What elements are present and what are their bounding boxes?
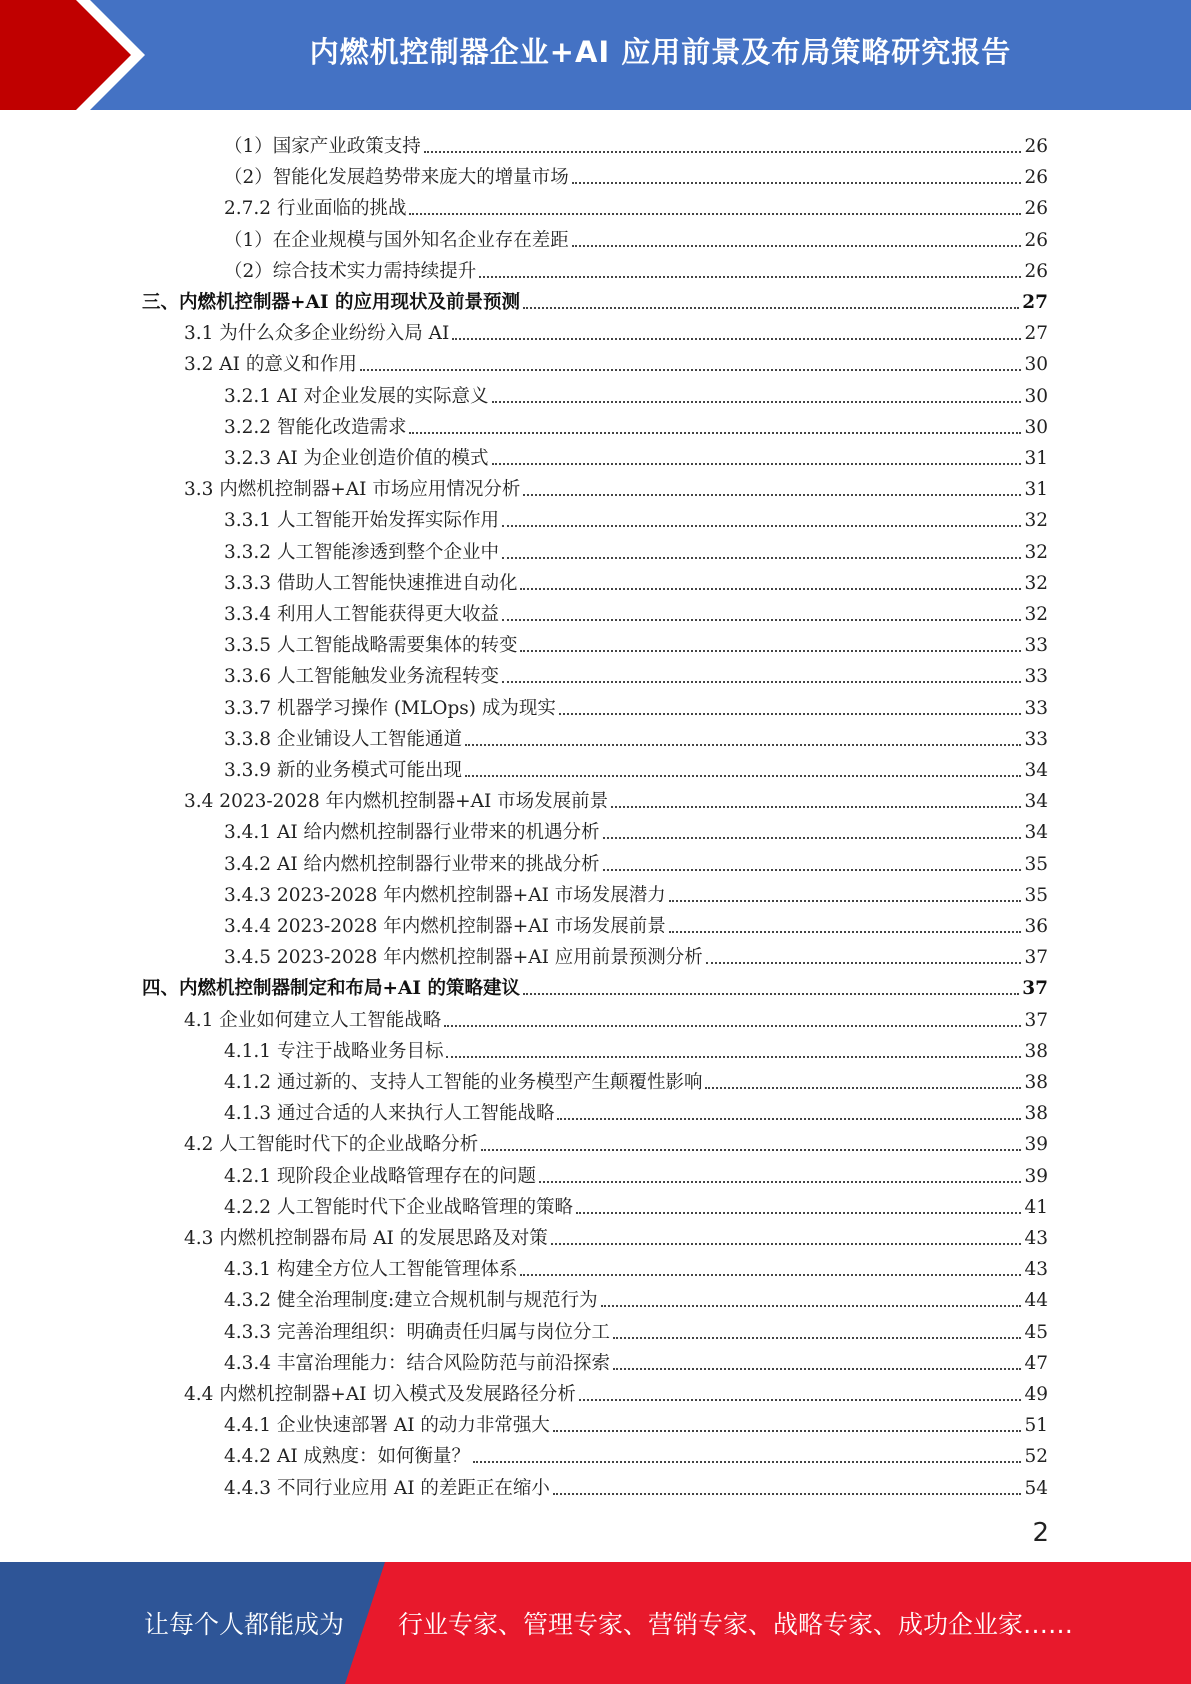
toc-entry[interactable] — [224, 1437, 1048, 1468]
toc-entry[interactable] — [224, 626, 1048, 657]
toc-entry-page: 31 — [1024, 479, 1048, 501]
toc-dot-leader — [520, 588, 1021, 590]
toc-entry-label: 4.1.3 通过合适的人来执行人工智能战略 — [224, 1103, 555, 1125]
toc-dot-leader — [669, 931, 1022, 933]
toc-entry-page: 36 — [1024, 916, 1048, 937]
toc-dot-leader — [572, 182, 1022, 184]
toc-dot-leader — [572, 245, 1022, 247]
toc-entry-label: 4.1 企业如何建立人工智能战略 — [184, 1009, 442, 1031]
toc-entry-page: 34 — [1024, 822, 1048, 844]
toc-entry[interactable] — [224, 127, 1048, 158]
toc-entry-label: 3.3.3 借助人工智能快速推进自动化 — [224, 572, 518, 594]
toc-entry[interactable] — [224, 439, 1048, 470]
toc-dot-leader — [409, 432, 1021, 434]
toc-entry-label: 4.2.1 现阶段企业战略管理存在的问题 — [224, 1165, 536, 1187]
toc-dot-leader — [669, 900, 1022, 902]
toc-entry[interactable] — [224, 1469, 1048, 1500]
toc-entry-label: 4.2 人工智能时代下的企业战略分析 — [184, 1134, 479, 1156]
toc-entry-label: 3.3.5 人工智能战略需要集体的转变 — [224, 635, 518, 657]
toc-dot-leader — [603, 837, 1022, 839]
toc-dot-leader — [579, 1399, 1022, 1401]
toc-entry-page: 34 — [1024, 760, 1048, 781]
toc-dot-leader — [479, 276, 1021, 278]
report-title: 内燃机控制器企业+AI 应用前景及布局策略研究报告 — [309, 34, 1012, 69]
toc-entry-label: 3.4.2 AI 给内燃机控制器行业带来的挑战分析 — [224, 853, 600, 875]
toc-entry[interactable] — [142, 283, 1048, 314]
toc-dot-leader — [613, 1337, 1021, 1339]
toc-entry-page: 33 — [1024, 697, 1048, 719]
toc-dot-leader — [601, 1305, 1022, 1307]
toc-entry-label: 4.4.1 企业快速部署 AI 的动力非常强大 — [224, 1415, 550, 1437]
toc-dot-leader — [473, 1461, 1021, 1463]
toc-entry-label: （1）国家产业政策支持 — [224, 136, 421, 157]
toc-entry-page: 27 — [1022, 292, 1048, 313]
toc-entry-label: （2）智能化发展趋势带来庞大的增量市场 — [224, 167, 569, 189]
toc-entry-page: 54 — [1024, 1477, 1048, 1499]
toc-entry-label: 3.2 AI 的意义和作用 — [184, 354, 357, 376]
toc-entry[interactable] — [224, 1406, 1048, 1437]
toc-entry-label: 4.1.2 通过新的、支持人工智能的业务模型产生颠覆性影响 — [224, 1072, 703, 1093]
toc-entry[interactable] — [184, 470, 1048, 501]
toc-entry[interactable] — [224, 689, 1048, 720]
toc-dot-leader — [603, 869, 1022, 871]
toc-entry-label: 3.3 内燃机控制器+AI 市场应用情况分析 — [184, 479, 521, 501]
toc-entry[interactable] — [224, 408, 1048, 439]
toc-entry[interactable] — [224, 189, 1048, 220]
toc-entry-label: 3.4.4 2023-2028 年内燃机控制器+AI 市场发展前景 — [224, 916, 666, 937]
toc-entry-label: 4.3 内燃机控制器布局 AI 的发展思路及对策 — [184, 1228, 548, 1249]
toc-entry-label: 3.3.6 人工智能触发业务流程转变 — [224, 666, 499, 688]
toc-entry-page: 39 — [1024, 1165, 1048, 1187]
toc-dot-leader — [613, 1368, 1021, 1370]
footer-slogan-right: 行业专家、管理专家、营销专家、战略专家、成功企业家…… — [398, 1610, 1074, 1639]
toc-entry[interactable] — [224, 720, 1048, 751]
toc-entry-page: 33 — [1024, 666, 1048, 688]
toc-entry[interactable] — [184, 314, 1048, 345]
toc-entry-label: 3.4.3 2023-2028 年内燃机控制器+AI 市场发展潜力 — [224, 884, 666, 906]
toc-dot-leader — [465, 775, 1021, 777]
toc-dot-leader — [559, 713, 1022, 715]
page-number: 2 — [1032, 1518, 1049, 1548]
toc-entry-label: 3.2.2 智能化改造需求 — [224, 416, 407, 438]
toc-dot-leader — [492, 463, 1022, 465]
toc-entry[interactable] — [184, 1219, 1048, 1250]
toc-dot-leader — [705, 1087, 1021, 1089]
toc-entry[interactable] — [224, 1344, 1048, 1375]
toc-dot-leader — [360, 369, 1022, 371]
toc-entry-label: 三、内燃机控制器+AI 的应用现状及前景预测 — [142, 292, 520, 313]
toc-entry[interactable] — [224, 501, 1048, 532]
toc-entry-page: 45 — [1024, 1321, 1048, 1343]
toc-entry[interactable] — [224, 1313, 1048, 1344]
toc-entry-page: 27 — [1024, 323, 1048, 345]
toc-dot-leader — [502, 681, 1021, 683]
toc-entry[interactable] — [224, 876, 1048, 907]
toc-dot-leader — [523, 307, 1019, 309]
toc-entry-page: 38 — [1024, 1103, 1048, 1125]
toc-dot-leader — [551, 1243, 1022, 1245]
toc-entry-page: 26 — [1024, 260, 1048, 282]
toc-dot-leader — [409, 213, 1021, 215]
toc-dot-leader — [523, 993, 1019, 995]
toc-entry-label: 4.3.1 构建全方位人工智能管理体系 — [224, 1259, 518, 1281]
toc-entry-page: 30 — [1024, 416, 1048, 438]
toc-entry[interactable] — [142, 969, 1048, 1000]
toc-dot-leader — [576, 1212, 1021, 1214]
toc-dot-leader — [452, 338, 1021, 340]
toc-entry-label: 3.3.1 人工智能开始发挥实际作用 — [224, 510, 499, 532]
toc-entry[interactable] — [184, 1125, 1048, 1156]
toc-entry-label: 3.3.9 新的业务模式可能出现 — [224, 760, 462, 781]
toc-dot-leader — [706, 962, 1022, 964]
toc-entry[interactable] — [224, 221, 1048, 252]
toc-dot-leader — [557, 1118, 1021, 1120]
toc-entry-page: 37 — [1024, 1009, 1048, 1031]
toc-entry-page: 33 — [1024, 728, 1048, 750]
toc-entry-page: 35 — [1024, 884, 1048, 906]
toc-entry-page: 52 — [1024, 1446, 1048, 1468]
toc-entry-page: 49 — [1024, 1384, 1048, 1405]
toc-entry-page: 43 — [1024, 1259, 1048, 1281]
toc-entry[interactable] — [224, 252, 1048, 283]
toc-entry-page: 32 — [1024, 510, 1048, 532]
toc-entry-page: 30 — [1024, 354, 1048, 376]
toc-entry-page: 26 — [1024, 198, 1048, 220]
toc-dot-leader — [539, 1181, 1021, 1183]
toc-entry-page: 38 — [1024, 1040, 1048, 1062]
toc-entry-label: 4.4 内燃机控制器+AI 切入模式及发展路径分析 — [184, 1384, 576, 1405]
toc-entry[interactable] — [224, 595, 1048, 626]
toc-entry[interactable] — [184, 1001, 1048, 1032]
toc-entry-page: 44 — [1024, 1290, 1048, 1312]
toc-entry-label: 4.4.3 不同行业应用 AI 的差距正在缩小 — [224, 1477, 550, 1499]
toc-entry-label: 3.3.4 利用人工智能获得更大收益 — [224, 604, 499, 625]
toc-entry-label: 4.3.3 完善治理组织：明确责任归属与岗位分工 — [224, 1321, 610, 1343]
toc-entry-label: 4.3.4 丰富治理能力：结合风险防范与前沿探索 — [224, 1352, 610, 1374]
page-header — [0, 0, 1191, 110]
toc-entry-label: 3.2.1 AI 对企业发展的实际意义 — [224, 385, 489, 407]
toc-entry[interactable] — [184, 1375, 1048, 1406]
toc-entry-label: 4.1.1 专注于战略业务目标 — [224, 1040, 444, 1062]
toc-dot-leader — [492, 401, 1022, 403]
toc-entry[interactable] — [224, 845, 1048, 876]
toc-entry[interactable] — [224, 813, 1048, 844]
toc-entry-label: 3.3.2 人工智能渗透到整个企业中 — [224, 541, 499, 563]
toc-entry[interactable] — [224, 1250, 1048, 1281]
toc-entry[interactable] — [224, 377, 1048, 408]
toc-entry[interactable] — [224, 1157, 1048, 1188]
toc-entry[interactable] — [224, 564, 1048, 595]
toc-dot-leader — [520, 650, 1021, 652]
toc-entry-label: 4.2.2 人工智能时代下企业战略管理的策略 — [224, 1196, 573, 1218]
toc-entry[interactable] — [224, 533, 1048, 564]
toc-entry-label: 3.4 2023-2028 年内燃机控制器+AI 市场发展前景 — [184, 791, 609, 813]
toc-dot-leader — [523, 494, 1021, 496]
toc-entry[interactable] — [224, 158, 1048, 189]
toc-entry-page: 31 — [1024, 448, 1048, 469]
toc-entry-label: 3.1 为什么众多企业纷纷入局 AI — [184, 323, 450, 345]
toc-entry-label: （1）在企业规模与国外知名企业存在差距 — [224, 229, 569, 251]
toc-entry-page: 30 — [1024, 385, 1048, 407]
toc-entry[interactable] — [184, 782, 1048, 813]
toc-dot-leader — [502, 619, 1021, 621]
toc-entry[interactable] — [224, 657, 1048, 688]
toc-entry-page: 33 — [1024, 635, 1048, 657]
toc-entry[interactable] — [224, 1094, 1048, 1125]
footer-slogan-left: 让每个人都能成为 — [144, 1610, 345, 1639]
toc-entry-label: 四、内燃机控制器制定和布局+AI 的策略建议 — [142, 978, 520, 1000]
toc-entry-page: 26 — [1024, 167, 1048, 189]
toc-entry[interactable] — [224, 907, 1048, 938]
toc-entry[interactable] — [224, 938, 1048, 969]
toc-dot-leader — [465, 744, 1021, 746]
toc-dot-leader — [444, 1025, 1021, 1027]
toc-dot-leader — [611, 806, 1021, 808]
toc-entry-page: 35 — [1024, 853, 1048, 875]
toc-entry-page: 26 — [1024, 136, 1048, 157]
toc-entry-label: 3.2.3 AI 为企业创造价值的模式 — [224, 448, 489, 469]
toc-entry-label: （2）综合技术实力需持续提升 — [224, 260, 477, 282]
toc-entry-page: 37 — [1022, 978, 1048, 1000]
toc-entry-page: 43 — [1024, 1228, 1048, 1249]
toc-entry-page: 38 — [1024, 1072, 1048, 1093]
toc-entry-label: 3.3.7 机器学习操作 (MLOps) 成为现实 — [224, 697, 556, 719]
toc-dot-leader — [481, 1149, 1021, 1151]
toc-dot-leader — [553, 1493, 1022, 1495]
toc-entry-page: 39 — [1024, 1134, 1048, 1156]
toc-entry[interactable] — [224, 1032, 1048, 1063]
toc-dot-leader — [553, 1430, 1022, 1432]
toc-dot-leader — [446, 1056, 1021, 1058]
toc-entry[interactable] — [224, 1188, 1048, 1219]
header-arrow-decoration — [0, 0, 150, 110]
toc-entry[interactable] — [224, 1281, 1048, 1312]
toc-dot-leader — [502, 557, 1021, 559]
toc-entry[interactable] — [184, 345, 1048, 376]
toc-entry-page: 32 — [1024, 541, 1048, 563]
toc-entry-page: 32 — [1024, 572, 1048, 594]
toc-entry-label: 4.4.2 AI 成熟度：如何衡量？ — [224, 1446, 471, 1468]
toc-entry-label: 3.4.5 2023-2028 年内燃机控制器+AI 应用前景预测分析 — [224, 947, 703, 969]
toc-entry-page: 47 — [1024, 1352, 1048, 1374]
toc-entry-label: 3.3.8 企业铺设人工智能通道 — [224, 728, 462, 750]
page-footer — [0, 1562, 1191, 1684]
toc-entry-page: 34 — [1024, 791, 1048, 813]
toc-entry-page: 41 — [1024, 1196, 1048, 1218]
toc-entry-page: 37 — [1024, 947, 1048, 969]
toc-entry-page: 51 — [1024, 1415, 1048, 1437]
toc-entry-label: 2.7.2 行业面临的挑战 — [224, 198, 407, 220]
toc-entry-label: 3.4.1 AI 给内燃机控制器行业带来的机遇分析 — [224, 822, 600, 844]
toc-entry-page: 32 — [1024, 604, 1048, 625]
toc-entry[interactable] — [224, 751, 1048, 782]
toc-entry[interactable] — [224, 1063, 1048, 1094]
toc-entry-label: 4.3.2 健全治理制度:建立合规机制与规范行为 — [224, 1290, 598, 1312]
toc-dot-leader — [520, 1274, 1021, 1276]
toc-dot-leader — [502, 525, 1021, 527]
toc-entry-page: 26 — [1024, 229, 1048, 251]
toc-dot-leader — [424, 151, 1022, 153]
